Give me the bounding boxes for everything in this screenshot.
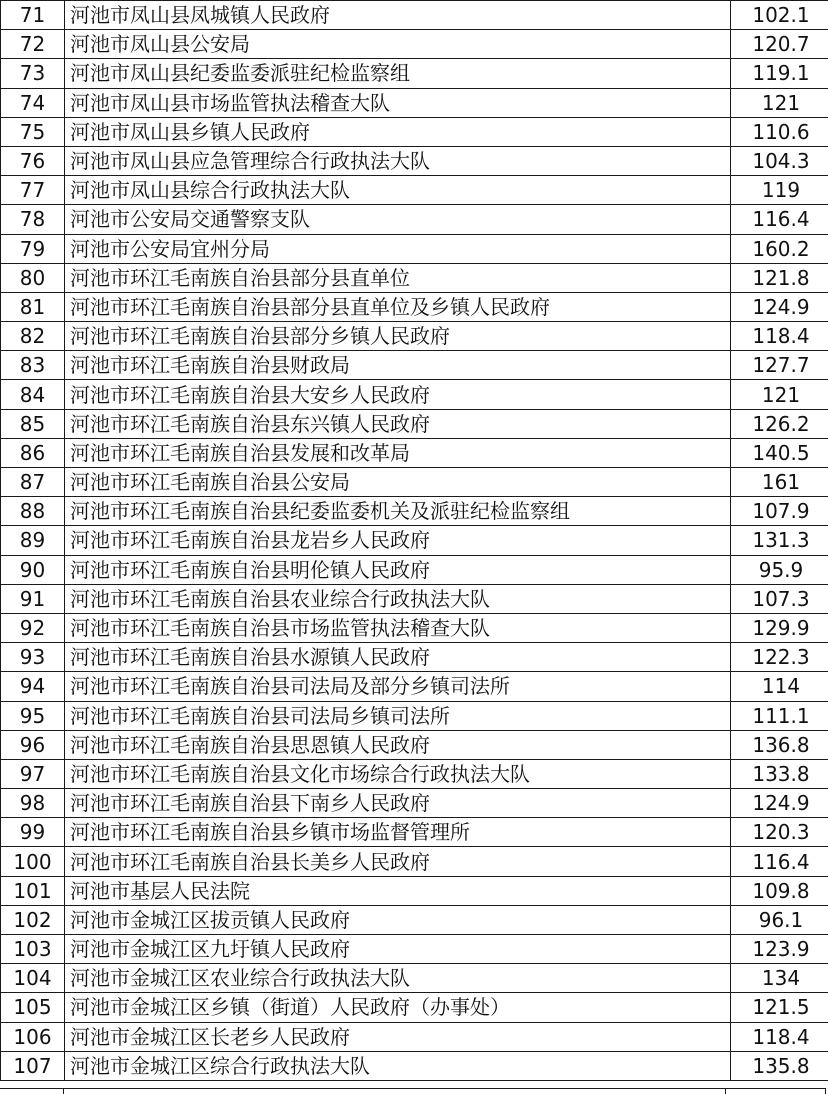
row-number-cell: 89	[1, 526, 65, 555]
table-row	[1, 847, 828, 876]
table-row	[1, 351, 828, 380]
row-number-cell: 79	[1, 234, 65, 263]
unit-name-cell: 河池市金城江区农业综合行政执法大队	[65, 964, 731, 993]
row-number-cell: 107	[1, 1051, 65, 1080]
table-row	[1, 993, 828, 1022]
score-value-cell: 124.9	[731, 292, 828, 321]
row-number-cell: 100	[1, 847, 65, 876]
table-row	[1, 30, 828, 59]
unit-name-cell: 河池市环江毛南族自治县司法局及部分乡镇司法所	[65, 672, 731, 701]
score-value-cell: 134	[731, 964, 828, 993]
score-value-cell: 107.3	[731, 584, 828, 613]
score-value-cell: 124.9	[731, 789, 828, 818]
table-row	[1, 964, 828, 993]
score-value-cell: 127.7	[731, 351, 828, 380]
table-row	[1, 1, 828, 30]
row-number-cell: 99	[1, 818, 65, 847]
unit-name-cell: 河池市凤山县应急管理综合行政执法大队	[65, 146, 731, 175]
row-number-cell: 80	[1, 263, 65, 292]
score-value-cell: 118.4	[731, 322, 828, 351]
row-number-cell: 87	[1, 468, 65, 497]
row-number-cell: 104	[1, 964, 65, 993]
row-number-cell: 90	[1, 555, 65, 584]
score-value-cell: 110.6	[731, 117, 828, 146]
unit-name-cell: 河池市环江毛南族自治县大安乡人民政府	[65, 380, 731, 409]
score-value-cell: 140.5	[731, 438, 828, 467]
row-number-cell: 78	[1, 205, 65, 234]
table-row	[1, 409, 828, 438]
score-value-cell: 116.4	[731, 205, 828, 234]
unit-name-cell: 河池市金城江区九圩镇人民政府	[65, 935, 731, 964]
unit-name-cell: 河池市凤山县乡镇人民政府	[65, 117, 731, 146]
table-row	[1, 59, 828, 88]
unit-name-cell: 河池市环江毛南族自治县公安局	[65, 468, 731, 497]
score-value-cell: 136.8	[731, 730, 828, 759]
unit-name-cell: 河池市环江毛南族自治县农业综合行政执法大队	[65, 584, 731, 613]
column-divider	[825, 1088, 826, 1094]
table-row	[1, 146, 828, 175]
table-row	[1, 905, 828, 934]
row-number-cell: 72	[1, 30, 65, 59]
unit-name-cell: 河池市环江毛南族自治县下南乡人民政府	[65, 789, 731, 818]
table-row	[1, 380, 828, 409]
score-value-cell: 120.7	[731, 30, 828, 59]
score-value-cell: 95.9	[731, 555, 828, 584]
unit-name-cell: 河池市环江毛南族自治县长美乡人民政府	[65, 847, 731, 876]
table-row	[1, 526, 828, 555]
row-number-cell: 86	[1, 438, 65, 467]
table-row	[1, 438, 828, 467]
unit-name-cell: 河池市环江毛南族自治县文化市场综合行政执法大队	[65, 759, 731, 788]
row-number-cell: 82	[1, 322, 65, 351]
column-divider	[725, 1088, 726, 1094]
row-number-cell: 83	[1, 351, 65, 380]
unit-name-cell: 河池市环江毛南族自治县部分乡镇人民政府	[65, 322, 731, 351]
row-number-cell: 74	[1, 88, 65, 117]
score-value-cell: 121	[731, 380, 828, 409]
row-number-cell: 84	[1, 380, 65, 409]
unit-name-cell: 河池市公安局交通警察支队	[65, 205, 731, 234]
row-number-cell: 71	[1, 1, 65, 30]
row-number-cell: 76	[1, 146, 65, 175]
table-row	[1, 88, 828, 117]
row-number-cell: 98	[1, 789, 65, 818]
unit-name-cell: 河池市凤山县市场监管执法稽查大队	[65, 88, 731, 117]
unit-name-cell: 河池市环江毛南族自治县财政局	[65, 351, 731, 380]
row-number-cell: 92	[1, 613, 65, 642]
row-number-cell: 93	[1, 643, 65, 672]
unit-name-cell: 河池市环江毛南族自治县市场监管执法稽查大队	[65, 613, 731, 642]
score-value-cell: 107.9	[731, 497, 828, 526]
row-number-cell: 85	[1, 409, 65, 438]
row-number-cell: 103	[1, 935, 65, 964]
table-row	[1, 613, 828, 642]
row-number-cell: 77	[1, 176, 65, 205]
unit-name-cell: 河池市环江毛南族自治县龙岩乡人民政府	[65, 526, 731, 555]
score-value-cell: 133.8	[731, 759, 828, 788]
unit-name-cell: 河池市环江毛南族自治县思恩镇人民政府	[65, 730, 731, 759]
row-number-cell: 102	[1, 905, 65, 934]
table-row	[1, 584, 828, 613]
column-divider	[63, 1088, 64, 1094]
unit-name-cell: 河池市环江毛南族自治县司法局乡镇司法所	[65, 701, 731, 730]
score-value-cell: 122.3	[731, 643, 828, 672]
table-row	[1, 234, 828, 263]
unit-name-cell: 河池市凤山县公安局	[65, 30, 731, 59]
row-number-cell: 95	[1, 701, 65, 730]
unit-name-cell: 河池市环江毛南族自治县乡镇市场监督管理所	[65, 818, 731, 847]
row-divider	[0, 1088, 826, 1089]
score-value-cell: 120.3	[731, 818, 828, 847]
row-number-cell: 105	[1, 993, 65, 1022]
table-row	[1, 643, 828, 672]
score-value-cell: 121.5	[731, 993, 828, 1022]
row-number-cell: 91	[1, 584, 65, 613]
table-row	[1, 205, 828, 234]
table-row	[1, 789, 828, 818]
unit-name-cell: 河池市环江毛南族自治县东兴镇人民政府	[65, 409, 731, 438]
score-value-cell: 121	[731, 88, 828, 117]
unit-name-cell: 河池市金城江区综合行政执法大队	[65, 1051, 731, 1080]
table-row	[1, 468, 828, 497]
table-row	[1, 555, 828, 584]
score-value-cell: 114	[731, 672, 828, 701]
table-row	[1, 263, 828, 292]
partial-row-cut-off	[0, 1088, 826, 1094]
unit-name-cell: 河池市凤山县纪委监委派驻纪检监察组	[65, 59, 731, 88]
score-value-cell: 118.4	[731, 1022, 828, 1051]
unit-name-cell: 河池市环江毛南族自治县部分县直单位	[65, 263, 731, 292]
score-value-cell: 104.3	[731, 146, 828, 175]
table-row	[1, 176, 828, 205]
row-number-cell: 88	[1, 497, 65, 526]
table-row	[1, 701, 828, 730]
table-row	[1, 117, 828, 146]
table-row	[1, 818, 828, 847]
unit-name-cell: 河池市环江毛南族自治县发展和改革局	[65, 438, 731, 467]
row-number-cell: 94	[1, 672, 65, 701]
table-row	[1, 497, 828, 526]
table-row	[1, 759, 828, 788]
table-row	[1, 935, 828, 964]
unit-name-cell: 河池市环江毛南族自治县明伦镇人民政府	[65, 555, 731, 584]
score-value-cell: 102.1	[731, 1, 828, 30]
score-value-cell: 109.8	[731, 876, 828, 905]
table-row	[1, 730, 828, 759]
row-number-cell: 73	[1, 59, 65, 88]
unit-name-cell: 河池市金城江区拔贡镇人民政府	[65, 905, 731, 934]
table-row	[1, 672, 828, 701]
table-row	[1, 1051, 828, 1080]
unit-name-cell: 河池市环江毛南族自治县部分县直单位及乡镇人民政府	[65, 292, 731, 321]
row-number-cell: 81	[1, 292, 65, 321]
row-number-cell: 75	[1, 117, 65, 146]
table-row	[1, 292, 828, 321]
table-row	[1, 322, 828, 351]
score-table-body	[1, 1, 828, 1081]
unit-name-cell: 河池市环江毛南族自治县纪委监委机关及派驻纪检监察组	[65, 497, 731, 526]
score-value-cell: 161	[731, 468, 828, 497]
unit-name-cell: 河池市凤山县凤城镇人民政府	[65, 1, 731, 30]
score-value-cell: 96.1	[731, 905, 828, 934]
score-value-cell: 160.2	[731, 234, 828, 263]
row-number-cell: 106	[1, 1022, 65, 1051]
table-row	[1, 1022, 828, 1051]
unit-name-cell: 河池市凤山县综合行政执法大队	[65, 176, 731, 205]
score-value-cell: 131.3	[731, 526, 828, 555]
row-number-cell: 96	[1, 730, 65, 759]
score-value-cell: 129.9	[731, 613, 828, 642]
unit-name-cell: 河池市公安局宜州分局	[65, 234, 731, 263]
unit-name-cell: 河池市金城江区长老乡人民政府	[65, 1022, 731, 1051]
score-value-cell: 121.8	[731, 263, 828, 292]
score-value-cell: 111.1	[731, 701, 828, 730]
score-value-cell: 123.9	[731, 935, 828, 964]
table-row	[1, 876, 828, 905]
row-number-cell: 97	[1, 759, 65, 788]
unit-name-cell: 河池市基层人民法院	[65, 876, 731, 905]
unit-name-cell: 河池市金城江区乡镇（街道）人民政府（办事处）	[65, 993, 731, 1022]
score-value-cell: 126.2	[731, 409, 828, 438]
unit-name-cell: 河池市环江毛南族自治县水源镇人民政府	[65, 643, 731, 672]
score-value-cell: 119.1	[731, 59, 828, 88]
row-number-cell: 101	[1, 876, 65, 905]
score-value-cell: 116.4	[731, 847, 828, 876]
score-value-cell: 135.8	[731, 1051, 828, 1080]
score-value-cell: 119	[731, 176, 828, 205]
